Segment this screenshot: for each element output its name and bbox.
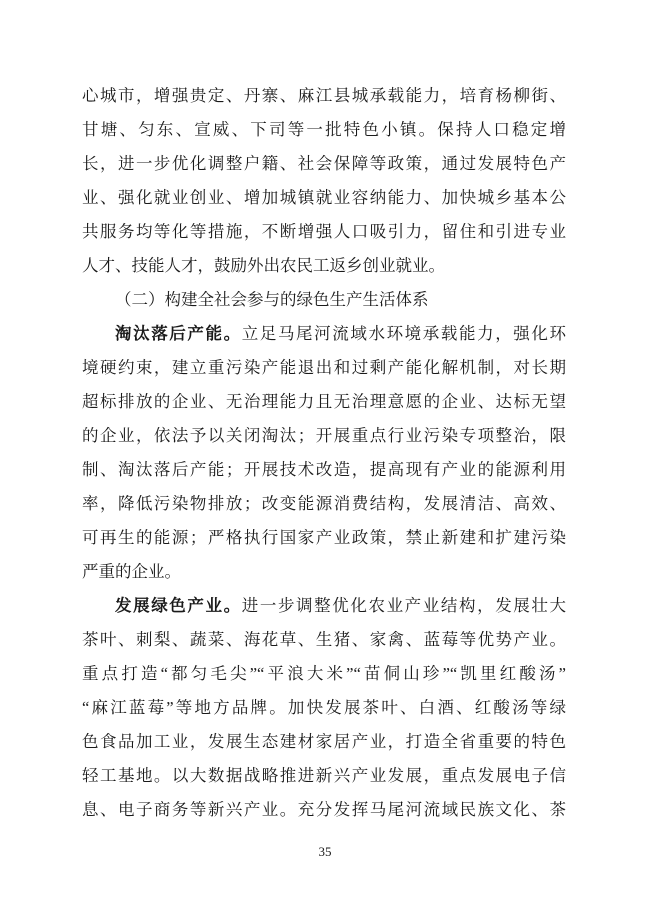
text-line: 制、淘汰落后产能；开展技术改造，提高现有产业的能源利用 [82,460,566,479]
paragraph-lead-bold: 发展绿色产业。 [115,596,242,615]
text-line: 境硬约束，建立重污染产能退出和过剩产能化解机制，对长期 [82,358,566,377]
text-line: 心城市，增强贵定、丹寨、麻江县城承载能力，培育杨柳街、 [82,86,566,105]
page-number: 35 [318,844,332,859]
text-line: 业、强化就业创业、增加城镇就业容纳能力、加快城乡基本公 [82,188,566,207]
text-line: 轻工基地。以大数据战略推进新兴产业发展，重点发展电子信 [82,766,566,785]
text-line: 重点打造“都匀毛尖”“平浪大米”“苗侗山珍”“凯里红酸汤” [82,664,566,683]
text-line [82,589,566,623]
paragraph-text: 立足马尾河流域水环境承载能力，强化环 [241,324,567,343]
text-line: 共服务均等化等措施，不断增强人口吸引力，留住和引进专业 [82,222,566,241]
section-heading: （二）构建全社会参与的绿色生产生活体系 [115,290,429,309]
text-line [82,317,566,351]
text-line: “麻江蓝莓”等地方品牌。加快发展茶叶、白酒、红酸汤等绿 [82,698,566,717]
paragraph-text: 进一步调整优化农业产业结构，发展壮大 [241,596,567,615]
text-line: 色食品加工业，发展生态建材家居产业，打造全省重要的特色 [82,732,566,751]
text-line: 茶叶、刺梨、蔬菜、海花草、生猪、家禽、蓝莓等优势产业。 [82,630,566,649]
paragraph-lead-bold: 淘汰落后产能。 [115,324,242,343]
text-line: 可再生的能源；严格执行国家产业政策，禁止新建和扩建污染 [82,528,566,547]
text-line: 息、电子商务等新兴产业。充分发挥马尾河流域民族文化、茶 [82,800,566,819]
text-line: 甘塘、匀东、宣威、下司等一批特色小镇。保持人口稳定增 [82,120,566,139]
text-line: 超标排放的企业、无治理能力且无治理意愿的企业、达标无望 [82,392,566,411]
text-line: 人才、技能人才，鼓励外出农民工返乡创业就业。 [82,256,445,275]
text-line: 严重的企业。 [82,562,181,581]
text-line: 率，降低污染物排放；改变能源消费结构，发展清洁、高效、 [82,494,566,513]
document-body [82,79,566,827]
text-line: 的企业，依法予以关闭淘汰；开展重点行业污染专项整治，限 [82,426,566,445]
text-line: 长，进一步优化调整户籍、社会保障等政策，通过发展特色产 [82,154,566,173]
